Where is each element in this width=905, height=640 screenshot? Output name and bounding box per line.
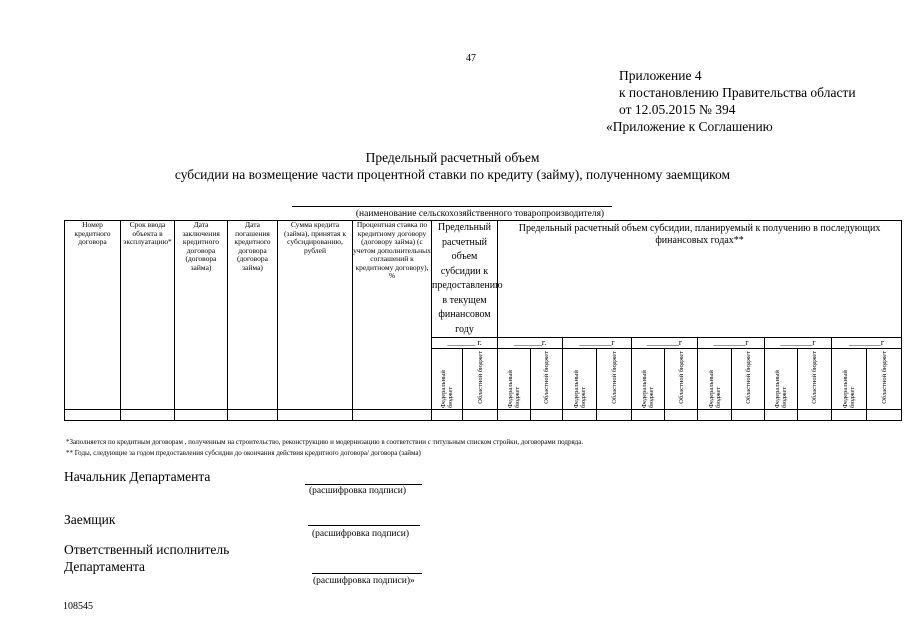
year-label: ________г — [632, 338, 698, 349]
header-contract-number: Номер кредитного договора — [65, 221, 121, 410]
document-title-line-1: Предельный расчетный объем — [365, 150, 540, 165]
header-contract-date: Дата заключения кредитного договора (договора займа) — [175, 221, 228, 410]
header-loan-amount: Сумма кредита (займа), принятая к субсидированию, рублей — [278, 221, 353, 410]
year-label: ________г — [832, 338, 902, 349]
budget-regional-header: Областной бюджет — [531, 349, 563, 410]
budget-federal-header: Федеральный бюджет — [563, 349, 597, 410]
signature-line-executor — [312, 573, 422, 574]
header-repayment-date: Дата погашения кредитного договора (договора займа) — [228, 221, 278, 410]
signature-decode-borrower: (расшифровка подписи) — [312, 529, 409, 539]
signature-decode-executor: (расшифровка подписи)» — [313, 576, 415, 586]
year-label: _______ г. — [432, 338, 498, 349]
budget-regional-header: Областной бюджет — [867, 349, 902, 410]
document-code: 108545 — [63, 601, 93, 612]
header-commissioning-date: Срок ввода объекта в эксплуатацию* — [121, 221, 175, 410]
budget-federal-header: Федеральный бюджет — [698, 349, 732, 410]
budget-regional-header: Областной бюджет — [732, 349, 765, 410]
budget-regional-header: Областной бюджет — [665, 349, 698, 410]
budget-regional-header: Областной бюджет — [597, 349, 632, 410]
footnote-2: ** Годы, следующие за годом предоставления субсидии до окончания действия кредитного договора/ договора (займа) — [66, 449, 421, 457]
signature-line-head — [305, 484, 422, 485]
appendix-line-1: Приложение 4 — [619, 68, 702, 83]
appendix-line-4: «Приложение к Соглашению — [606, 119, 773, 134]
budget-federal-header: Федеральный бюджет — [765, 349, 798, 410]
signature-line-borrower — [308, 525, 420, 526]
year-label: ________г — [698, 338, 765, 349]
budget-regional-header: Областной бюджет — [463, 349, 498, 410]
org-name-line — [292, 206, 612, 207]
budget-federal-header: Федеральный бюджет — [498, 349, 531, 410]
appendix-line-2: к постановлению Правительства области — [619, 85, 856, 100]
org-name-caption: (наименование сельскохозяйственного товаропроизводителя) — [355, 209, 605, 219]
signature-decode-head: (расшифровка подписи) — [309, 486, 406, 496]
budget-federal-header: Федеральный бюджет — [832, 349, 867, 410]
page-number: 47 — [466, 53, 476, 64]
budget-federal-header: Федеральный бюджет — [432, 349, 463, 410]
budget-federal-header: Федеральный бюджет — [632, 349, 665, 410]
footnote-1: *Заполняется по кредитным договорам , полученным на строительство, реконструкцию и модернизацию в соответствии с титульным списком стройки, договорами подряда. — [66, 438, 584, 446]
borrower-label: Заемщик — [64, 512, 116, 527]
table-row — [65, 410, 902, 421]
appendix-line-3: от 12.05.2015 № 394 — [619, 102, 736, 117]
header-current-year-subsidy: Предельный расчетный объем субсидии к предоставлению в текущем финансовом году — [432, 221, 498, 338]
header-interest-rate: Процентная ставка по кредитному договору (договору займа) (с учетом дополнительных соглашений к кредитному договору), % — [353, 221, 432, 410]
year-label: _______г. — [498, 338, 563, 349]
budget-regional-header: Областной бюджет — [798, 349, 832, 410]
subsidy-table — [64, 220, 902, 421]
document-title-line-2: субсидии на возмещение части процентной ставки по кредиту (займу), полученному заемщиком — [174, 167, 731, 182]
executor-label-line-1: Ответственный исполнитель — [64, 542, 230, 557]
executor-label-line-2: Департамента — [64, 559, 146, 574]
head-of-department-label: Начальник Департамента — [64, 469, 211, 484]
header-future-years-subsidy: Предельный расчетный объем субсидии, планируемый к получению в последующих финансовых годах** — [498, 221, 902, 338]
year-label: ________г — [563, 338, 632, 349]
year-label: ________г — [765, 338, 832, 349]
